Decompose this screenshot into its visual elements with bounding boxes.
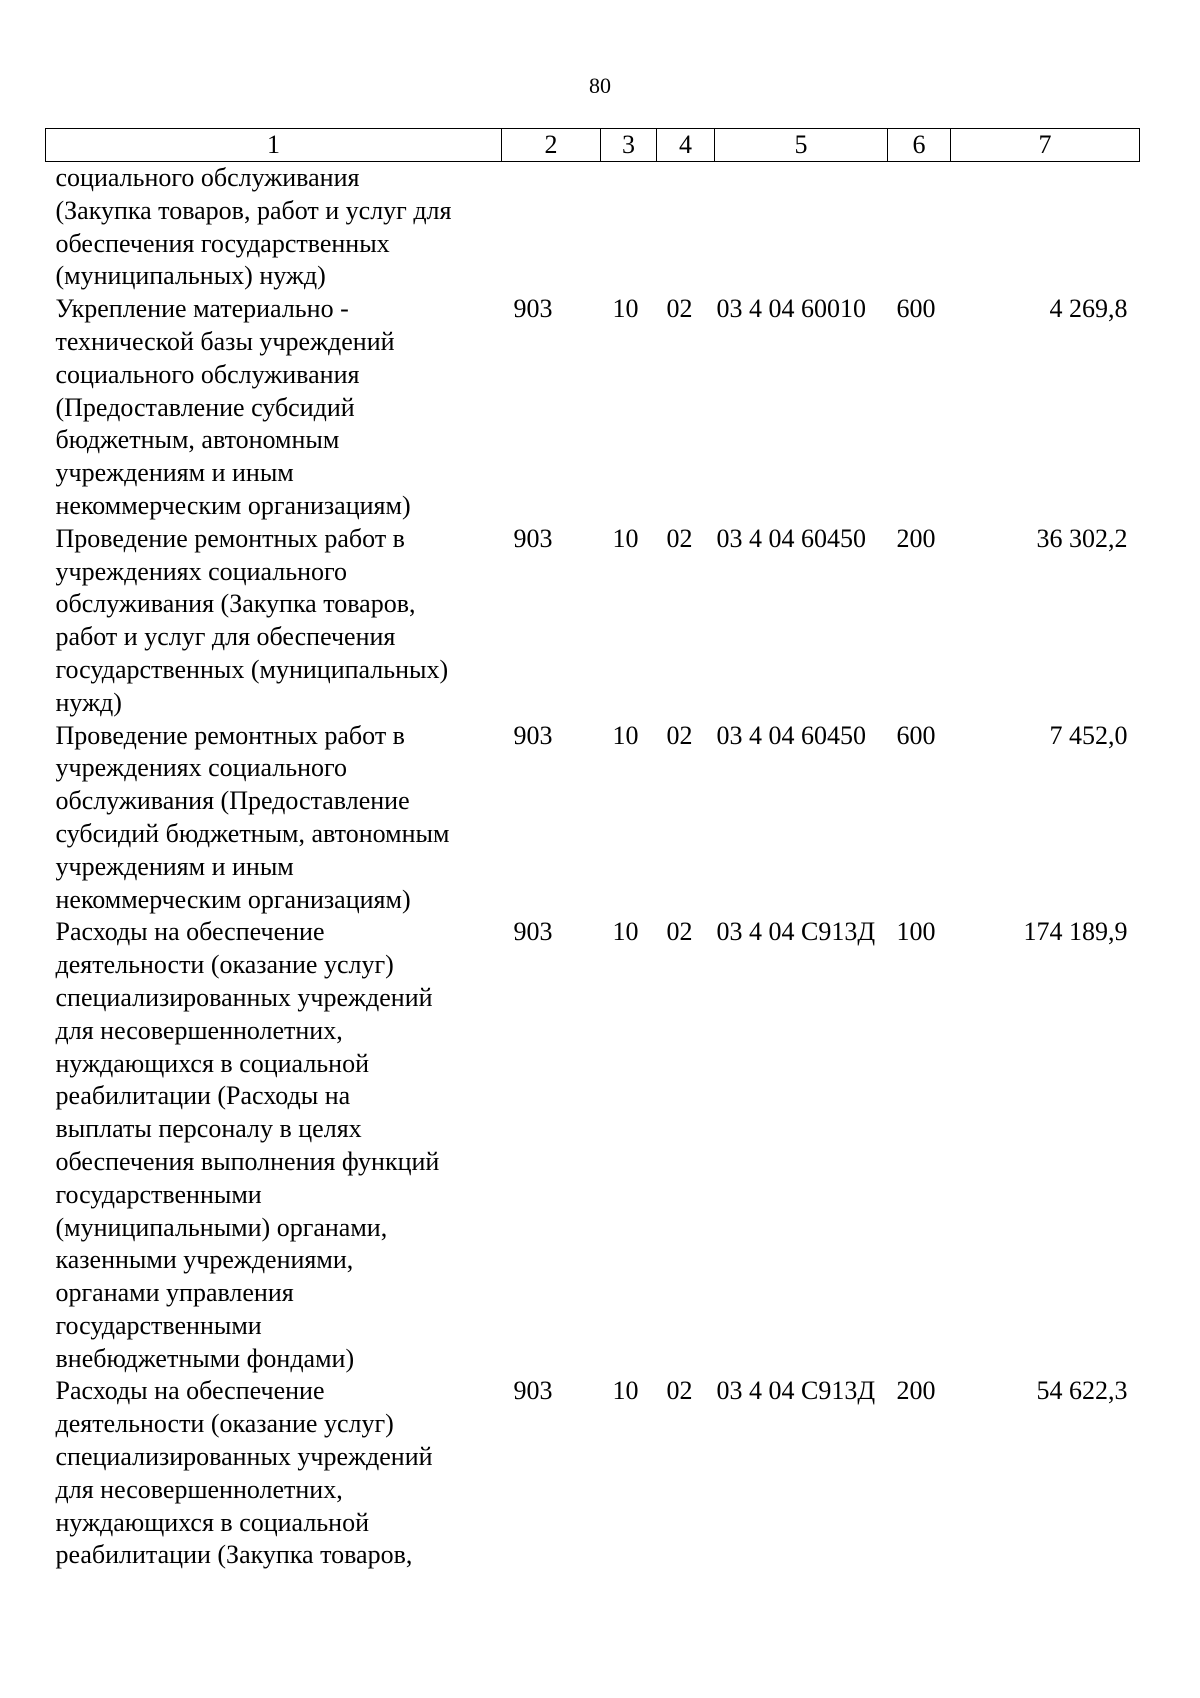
header-cell-1: 1 [46, 129, 502, 162]
name-line: (Закупка товаров, работ и услуг для [55, 195, 452, 225]
name-line: учреждениях социального [55, 753, 348, 783]
name-line: Расходы на обеспечение [55, 917, 325, 947]
expense-name-cell [46, 293, 502, 523]
name-line: реабилитации (Закупка товаров, [55, 1540, 413, 1570]
header-cell-2: 2 [502, 129, 601, 162]
header-cell-3: 3 [601, 129, 657, 162]
name-line: специализированных учреждений [55, 982, 433, 1012]
name-line: деятельности (оказание услуг) [55, 950, 394, 980]
name-line: нужд) [55, 687, 122, 717]
name-line: работ и услуг для обеспечения [55, 622, 396, 652]
name-line: некоммерческим организациям) [55, 884, 411, 914]
sum-cell [951, 162, 1140, 294]
section-cell: 10 [612, 1376, 639, 1406]
subsection-cell: 02 [666, 917, 693, 947]
admin-code-cell: 903 [513, 1376, 553, 1406]
name-line: выплаты персоналу в целях [55, 1114, 362, 1144]
section-cell: 10 [612, 294, 639, 324]
header-cell-7: 7 [951, 129, 1140, 162]
name-line: некоммерческим организациям) [55, 490, 411, 520]
header-cell-5: 5 [715, 129, 888, 162]
expense-name-cell [46, 523, 502, 720]
name-line: обслуживания (Предоставление [55, 786, 410, 816]
name-line: учреждениям и иным [55, 851, 294, 881]
table-row [46, 523, 1140, 720]
table-row [46, 916, 1140, 1375]
name-line: (муниципальными) органами, [55, 1212, 388, 1242]
table-row [46, 1375, 1140, 1572]
subsection-cell: 02 [666, 294, 693, 324]
budget-table [45, 128, 1140, 1572]
expense-name-cell [46, 720, 502, 917]
name-line: реабилитации (Расходы на [55, 1081, 351, 1111]
section-cell: 10 [612, 523, 639, 553]
sum-cell: 54 622,3 [1036, 1376, 1128, 1406]
table-body [46, 162, 1140, 1573]
name-line: субсидий бюджетным, автономным [55, 818, 450, 848]
sum-cell: 174 189,9 [1023, 917, 1128, 947]
name-line: для несовершеннолетних, [55, 1015, 343, 1045]
name-line: (Предоставление субсидий [55, 392, 355, 422]
admin-code-cell: 903 [513, 523, 553, 553]
target-article-cell: 03 4 04 60450 [716, 523, 866, 553]
expense-name-cell [46, 1375, 502, 1572]
name-line: органами управления [55, 1278, 294, 1308]
sum-cell: 4 269,8 [1049, 294, 1128, 324]
expense-type-cell [888, 162, 951, 294]
table-header [46, 129, 1140, 162]
page-number: 80 [589, 73, 611, 98]
header-cell-4: 4 [657, 129, 715, 162]
name-line: нуждающихся в социальной [55, 1507, 369, 1537]
subsection-cell: 02 [666, 523, 693, 553]
expense-name-cell [46, 162, 502, 294]
admin-code-cell [502, 162, 601, 294]
sum-cell: 7 452,0 [1049, 720, 1128, 750]
target-article-cell: 03 4 04 С913Д [716, 917, 876, 947]
sum-cell: 36 302,2 [1036, 523, 1128, 553]
subsection-cell: 02 [666, 720, 693, 750]
admin-code-cell: 903 [513, 294, 553, 324]
expense-type-cell: 200 [896, 523, 936, 553]
name-line: социального обслуживания [55, 163, 360, 192]
name-line: (муниципальных) нужд) [55, 261, 326, 291]
name-line: учреждениях социального [55, 556, 348, 586]
name-line: Расходы на обеспечение [55, 1376, 325, 1406]
target-article-cell [715, 162, 888, 294]
name-line: учреждениям и иным [55, 458, 294, 488]
admin-code-cell: 903 [513, 917, 553, 947]
expense-type-cell: 600 [896, 294, 936, 324]
expense-type-cell: 200 [896, 1376, 936, 1406]
expense-type-cell: 600 [896, 720, 936, 750]
target-article-cell: 03 4 04 60010 [716, 294, 866, 324]
header-row [46, 129, 1140, 162]
name-line: нуждающихся в социальной [55, 1048, 369, 1078]
header-cell-6: 6 [888, 129, 951, 162]
name-line: внебюджетными фондами) [55, 1343, 355, 1373]
section-cell: 10 [612, 720, 639, 750]
name-line: казенными учреждениями, [55, 1245, 354, 1275]
name-line: государственными [55, 1179, 262, 1209]
section-cell [601, 162, 657, 294]
name-line: специализированных учреждений [55, 1442, 433, 1472]
name-line: технической базы учреждений [55, 326, 395, 356]
name-line: для несовершеннолетних, [55, 1474, 343, 1504]
admin-code-cell: 903 [513, 720, 553, 750]
target-article-cell: 03 4 04 С913Д [716, 1376, 876, 1406]
name-line: Укрепление материально - [55, 294, 349, 324]
name-line: деятельности (оказание услуг) [55, 1409, 394, 1439]
name-line: Проведение ремонтных работ в [55, 720, 405, 750]
table-row [46, 162, 1140, 294]
name-line: государственных (муниципальных) [55, 654, 449, 684]
name-line: обслуживания (Закупка товаров, [55, 589, 416, 619]
expense-name-cell [46, 916, 502, 1375]
table-row [46, 720, 1140, 917]
table-row [46, 293, 1140, 523]
name-line: обеспечения государственных [55, 228, 390, 258]
subsection-cell [657, 162, 715, 294]
target-article-cell: 03 4 04 60450 [716, 720, 866, 750]
name-line: бюджетным, автономным [55, 425, 340, 455]
name-line: Проведение ремонтных работ в [55, 523, 405, 553]
name-line: обеспечения выполнения функций [55, 1146, 440, 1176]
section-cell: 10 [612, 917, 639, 947]
subsection-cell: 02 [666, 1376, 693, 1406]
name-line: социального обслуживания [55, 359, 360, 389]
expense-type-cell: 100 [896, 917, 936, 947]
name-line: государственными [55, 1310, 262, 1340]
